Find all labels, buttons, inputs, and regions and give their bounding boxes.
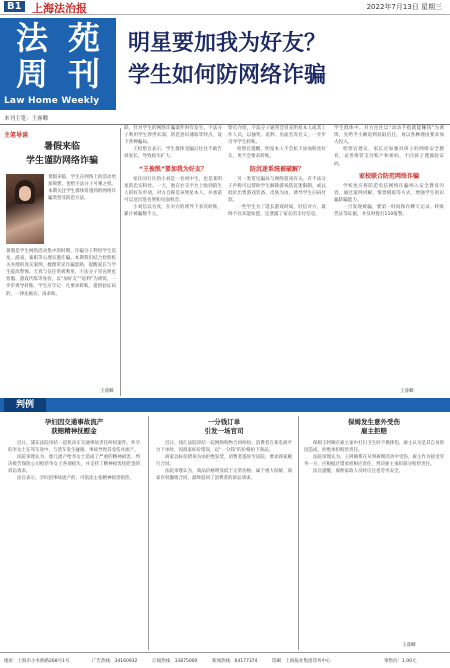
paragraph: 法院审理认为，王阿姨系在从事雇佣活动中受伤，雇主作为接受劳务一方，应根据过错承担相应责任，判决雇主承担部分赔偿责任。 <box>304 455 444 467</box>
column-divider <box>298 416 299 650</box>
section-char: 刊 <box>67 55 100 93</box>
paragraph: 察官介绍，不法分子通常会冒充明星本人或其工作人员，以抽奖、返利、见面会等名义，一步步引导学生转账。 <box>228 126 326 146</box>
story-title-line-1: 孕妇因交通事故流产 <box>44 418 104 426</box>
column-divider <box>120 128 121 396</box>
case-story <box>156 418 292 482</box>
section-char: 苑 <box>67 19 100 57</box>
paragraph: 近日，浦东法院审结一起机动车交通事故责任纠纷案件。怀孕的李女士在驾车途中，与货车发生碰撞，事故导致其受伤并流产。 <box>8 441 140 453</box>
paragraph: 家住闵行区的小刘是一名初中生，也是某明星的忠实粉丝。一天，他在社交平台上收到陌生人的好友申请，对方自称是该明星本人，并承诺可以送出签名照和见面机会。 <box>124 176 222 203</box>
footer <box>0 652 450 668</box>
paragraph: 法官提醒，雇佣家政人员时应注意劳务安全。 <box>313 469 403 474</box>
section-char: 法 <box>15 19 48 57</box>
paragraph: 学生群体中。对方往往以“动动手指就能赚钱”为诱饵，先给予小额返利获取信任，再以各种理由要求加大投入。 <box>334 126 444 146</box>
headline-line-1: 明星要加我为好友？ <box>128 31 327 56</box>
story-body <box>8 440 140 482</box>
author-photo <box>6 174 44 244</box>
case-banner-tag: 判例 <box>4 398 46 412</box>
paragraph: 学校也应将防范电信网络诈骗纳入安全教育内容，通过案例讲解、情景模拟等方式，增强学生的识骗防骗能力。 <box>334 183 444 203</box>
article-column-2 <box>228 118 326 218</box>
paragraph: 近日，徐汇法院审结一起网络购物合同纠纷。消费者在某电商平台下单时，因商家标价错误，以“一分钱”的价格拍下商品。 <box>156 441 292 453</box>
paragraph: 另一类常见骗局与网络游戏有关。有不法分子声称可以帮助学生解除游戏防沉迷限制，或以低价出售游戏装备、皮肤为由，诱导学生扫码付款。 <box>228 176 326 203</box>
column-tag: 主笔导读 <box>4 132 29 139</box>
story-title <box>156 418 292 436</box>
column-intro: 暑假来临，学生在网络上的活动更加频繁，也给不法分子可乘之机。本期关注学生群体常遇到的网络诈骗类型及防范方法。 <box>48 175 116 201</box>
section-title <box>6 19 110 93</box>
section-english-title: Law Home Weekly <box>4 96 100 106</box>
bottom-signature: 王睿卿 <box>402 643 416 648</box>
issue-date: 2022年7月13日 星期三 <box>366 3 442 11</box>
headline-gap <box>122 110 450 124</box>
headline <box>128 28 444 92</box>
paragraph: 小刘信以为真，在对方的诱导下多次转账，累计被骗数千元。 <box>124 204 222 218</box>
footer-news-phone: 新闻热线：64177374 <box>212 659 258 664</box>
case-banner <box>0 398 450 412</box>
column-title-line-2: 学生谨防网络诈骗 <box>25 156 98 166</box>
paragraph: 法院审理认为，胎儿流产给李女士造成了严重的精神损害，判决被告保险公司赔偿李女士各项损失，并支持了精神损害抚慰金的诉讼请求。 <box>8 455 140 474</box>
column-signature: 王睿卿 <box>100 389 114 394</box>
paragraph: 一些学生为了延长游戏时间，轻信对方，最终不仅未能如愿，还泄露了家长的支付信息。 <box>228 204 326 218</box>
section-char: 周 <box>15 55 48 93</box>
paper-name: 上海法治报 <box>32 2 87 15</box>
column-body: 暑假是学生网络活动集中的时期，诈骗分子利用学生追星、游戏、兼职等心理实施诈骗。本期我们结合检察机关办理的真实案例，梳理常见诈骗套路，提醒家长与学生提高警惕。天真与信任常被利用，不法分子冒充明星客服、游戏代练等身份，以“加好友”“返利”为诱饵，一步步诱导转账。学生应牢记：凡要求转账、提供验证码的，一律先核实、再求助。 <box>6 249 116 297</box>
footer-printer: 印刷：上海报业集团印务中心 <box>272 659 331 664</box>
section-brand <box>0 18 116 110</box>
footer-subscribe-phone: 订阅热线：33875000 <box>152 659 198 664</box>
column-title <box>8 140 116 168</box>
paragraph: 法院审理认为，商品价格明显低于正常价格，属于重大误解，商家有权撤销合同，最终驳回了消费者的诉讼请求。 <box>156 469 292 481</box>
story-title <box>304 418 444 436</box>
paragraph: 王检察官表示，学生群体受骗后往往不敢告诉家长，导致损失扩大。 <box>124 147 222 160</box>
paragraph: 保姆王阿姨在雇主家中打扫卫生时不慎摔伤，雇主认为是其自身原因造成，拒绝承担赔偿责任。 <box>304 441 444 453</box>
story-body <box>304 440 444 475</box>
story-body <box>156 440 292 482</box>
case-story <box>304 418 444 475</box>
footer-address: 地址：上海市小木桥路268号1号 <box>4 659 70 664</box>
photo-face <box>19 186 31 201</box>
paragraph: 法官表示，孕妇因事故流产的，可依法主张精神损害赔偿。 <box>17 476 134 481</box>
paragraph: 一旦发现被骗，要第一时间保存聊天记录、转账凭证等证据，并及时拨打110报警。 <box>334 204 444 218</box>
headline-line-2: 学生如何防网络诈骗 <box>128 63 327 88</box>
story-title <box>8 418 140 436</box>
footer-ad-phone: 广告热线：34160932 <box>92 659 138 664</box>
paragraph: 检察官提醒，明星本人不会私下添加粉丝好友，更不会要求转账。 <box>228 147 326 160</box>
paragraph: 检察官建议，家长应加强对孩子的网络安全教育，妥善保管支付账户和密码，不向孩子透露验证码。 <box>334 147 444 167</box>
story-title-line-2: 获赔精神抚慰金 <box>51 427 97 435</box>
masthead <box>0 0 450 15</box>
column-title-line-1: 暑假来临 <box>43 142 80 152</box>
editor-line: 本刊主笔：王睿卿 <box>4 116 49 122</box>
story-title-line-2: 雇主拒赔 <box>361 427 387 435</box>
story-title-line-2: 引发一场官司 <box>204 427 244 435</box>
subheading: 家校联合防范网络诈骗 <box>358 172 419 180</box>
article-column-1 <box>124 118 222 218</box>
story-title-line-1: 保姆发生意外受伤 <box>348 418 400 426</box>
footer-price: 零售价：1.00元 <box>384 659 417 664</box>
subheading: 防沉迷系统被破解？ <box>249 165 304 173</box>
page-number: B1 <box>4 1 25 12</box>
story-title-line-1: 一分钱订单 <box>207 418 241 426</box>
paragraph: 跃，针对学生的网络诈骗案件时有发生。不法分子利用学生涉世未深、防范意识薄弱等特点，设下各种骗局。 <box>124 126 222 146</box>
paragraph: 商家以标价错误为由拒绝发货，消费者遂诉至法院，要求商家履行合同。 <box>156 455 292 467</box>
subheading: “王俊凯”要加我为好友？ <box>139 165 207 173</box>
article-signature: 王睿卿 <box>400 389 414 394</box>
column-divider <box>148 416 149 650</box>
case-story <box>8 418 140 482</box>
article-column-3 <box>334 118 444 218</box>
